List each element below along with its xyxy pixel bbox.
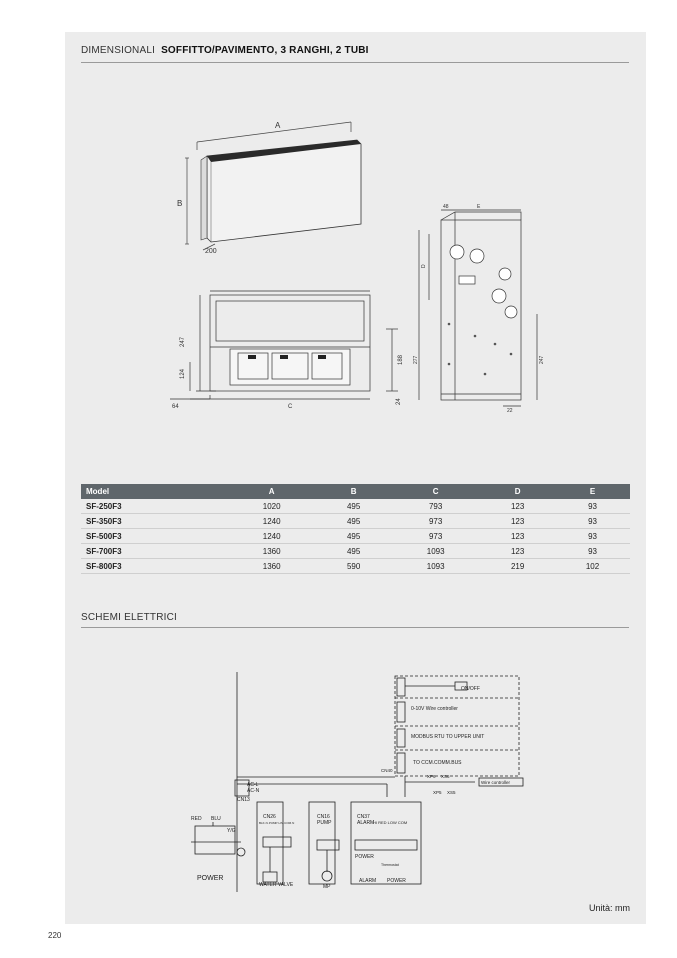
cell: 495 xyxy=(316,514,391,529)
label-d: D xyxy=(421,264,427,268)
power-label: POWER xyxy=(197,875,224,882)
cell: SF-700F3 xyxy=(81,544,227,559)
cell: 590 xyxy=(316,559,391,574)
cell: 495 xyxy=(316,544,391,559)
cell: 1360 xyxy=(227,559,316,574)
cell: 1360 xyxy=(227,544,316,559)
label-24: 24 xyxy=(396,398,402,405)
cell: 93 xyxy=(555,499,630,514)
table-header-row xyxy=(81,484,630,499)
cell: 495 xyxy=(316,529,391,544)
cell: 123 xyxy=(480,544,555,559)
controller-label: 0-10V Wire controller xyxy=(411,706,458,712)
label-e: E xyxy=(477,204,481,210)
unit-note: Unità: mm xyxy=(588,903,630,913)
modbus-label: MODBUS RTU TO UPPER UNIT xyxy=(411,734,485,740)
cell: 1093 xyxy=(391,544,480,559)
xp6-label: XP6 xyxy=(427,774,436,779)
label-247-side: 247 xyxy=(539,355,545,364)
acn-label: AC-N xyxy=(247,788,260,794)
cell: 93 xyxy=(555,514,630,529)
col-b: B xyxy=(316,484,391,499)
cell: 123 xyxy=(480,499,555,514)
cell: 93 xyxy=(555,544,630,559)
cell: 1240 xyxy=(227,514,316,529)
page-number: 220 xyxy=(48,931,62,940)
power3-label: POWER xyxy=(387,878,406,884)
cn16-label: CN16 xyxy=(317,814,330,820)
label-188: 188 xyxy=(398,354,404,365)
cell: 495 xyxy=(316,499,391,514)
col-d: D xyxy=(480,484,555,499)
fan-speeds-label: HI RED LOW COM xyxy=(373,820,408,825)
table-row xyxy=(81,514,630,529)
acl-label: AC-L xyxy=(247,782,259,788)
label-22: 22 xyxy=(507,408,513,414)
label-c: C xyxy=(288,404,293,410)
cell: 973 xyxy=(391,529,480,544)
cell: SF-800F3 xyxy=(81,559,227,574)
table-row xyxy=(81,529,630,544)
table-row xyxy=(81,559,630,574)
blu-label: BLU xyxy=(211,816,221,822)
thermostat-label: Thermostat xyxy=(381,863,399,867)
section-rule xyxy=(81,62,629,63)
power2-label: POWER xyxy=(355,854,374,860)
page-panel xyxy=(65,32,646,924)
table-row xyxy=(81,544,630,559)
ccm-label: TO CCM.COMM.BUS xyxy=(413,760,462,766)
xs6-label: XS6 xyxy=(441,774,450,779)
front-view-drawing xyxy=(160,287,420,412)
cell: SF-500F3 xyxy=(81,529,227,544)
section-title-wiring: SCHEMI ELETTRICI xyxy=(81,612,177,623)
cell: 219 xyxy=(480,559,555,574)
cn13-label: CN13 xyxy=(237,797,250,803)
red-label: RED xyxy=(191,816,202,822)
cell: 102 xyxy=(555,559,630,574)
alarm2-label: ALARM xyxy=(359,878,377,884)
mp-label: MP xyxy=(323,884,331,890)
cell: 973 xyxy=(391,514,480,529)
cell: 123 xyxy=(480,514,555,529)
side-view-drawing xyxy=(415,204,555,414)
cell: SF-250F3 xyxy=(81,499,227,514)
label-b: B xyxy=(177,199,183,208)
section-title-dimensions xyxy=(81,45,369,56)
col-model: Model xyxy=(81,484,227,499)
cn37-label: CN37 xyxy=(357,814,370,820)
label-200: 200 xyxy=(205,248,217,255)
section-title-bold: SOFFITTO/PAVIMENTO, 3 RANGHI, 2 TUBI xyxy=(161,45,369,56)
cell: 1020 xyxy=(227,499,316,514)
label-247: 247 xyxy=(180,336,186,347)
label-124: 124 xyxy=(180,368,186,379)
col-a: A xyxy=(227,484,316,499)
yg-label: Y/G xyxy=(227,828,236,834)
cell: SF-350F3 xyxy=(81,514,227,529)
cell: 93 xyxy=(555,529,630,544)
cell: 1240 xyxy=(227,529,316,544)
cell: 793 xyxy=(391,499,480,514)
cn26-label: CN26 xyxy=(263,814,276,820)
cell: 1093 xyxy=(391,559,480,574)
col-e: E xyxy=(555,484,630,499)
wiring-diagram xyxy=(175,672,525,897)
cn40-label: CN40 xyxy=(381,768,393,773)
section-rule-2 xyxy=(81,627,629,628)
dimensions-table xyxy=(81,484,630,574)
label-a: A xyxy=(275,121,281,130)
cell: 123 xyxy=(480,529,555,544)
water-valve-label: WATER VALVE xyxy=(259,882,294,888)
section-prefix: DIMENSIONALI xyxy=(81,45,156,56)
label-48: 48 xyxy=(443,204,449,210)
cn26-sub: BLK·N·PUMP·LIN·COM·N xyxy=(259,821,295,825)
table-row xyxy=(81,499,630,514)
alarm-label: ALARM xyxy=(357,820,375,826)
on-off-label: ON/OFF xyxy=(461,686,480,692)
xs5-label: XS5 xyxy=(447,790,456,795)
xp5-label: XP5 xyxy=(433,790,442,795)
pump-label: PUMP xyxy=(317,820,332,826)
label-277: 277 xyxy=(413,355,419,364)
isometric-drawing xyxy=(175,114,375,256)
wire-controller-label: Wire controller xyxy=(481,780,511,785)
label-64: 64 xyxy=(172,404,179,410)
col-c: C xyxy=(391,484,480,499)
